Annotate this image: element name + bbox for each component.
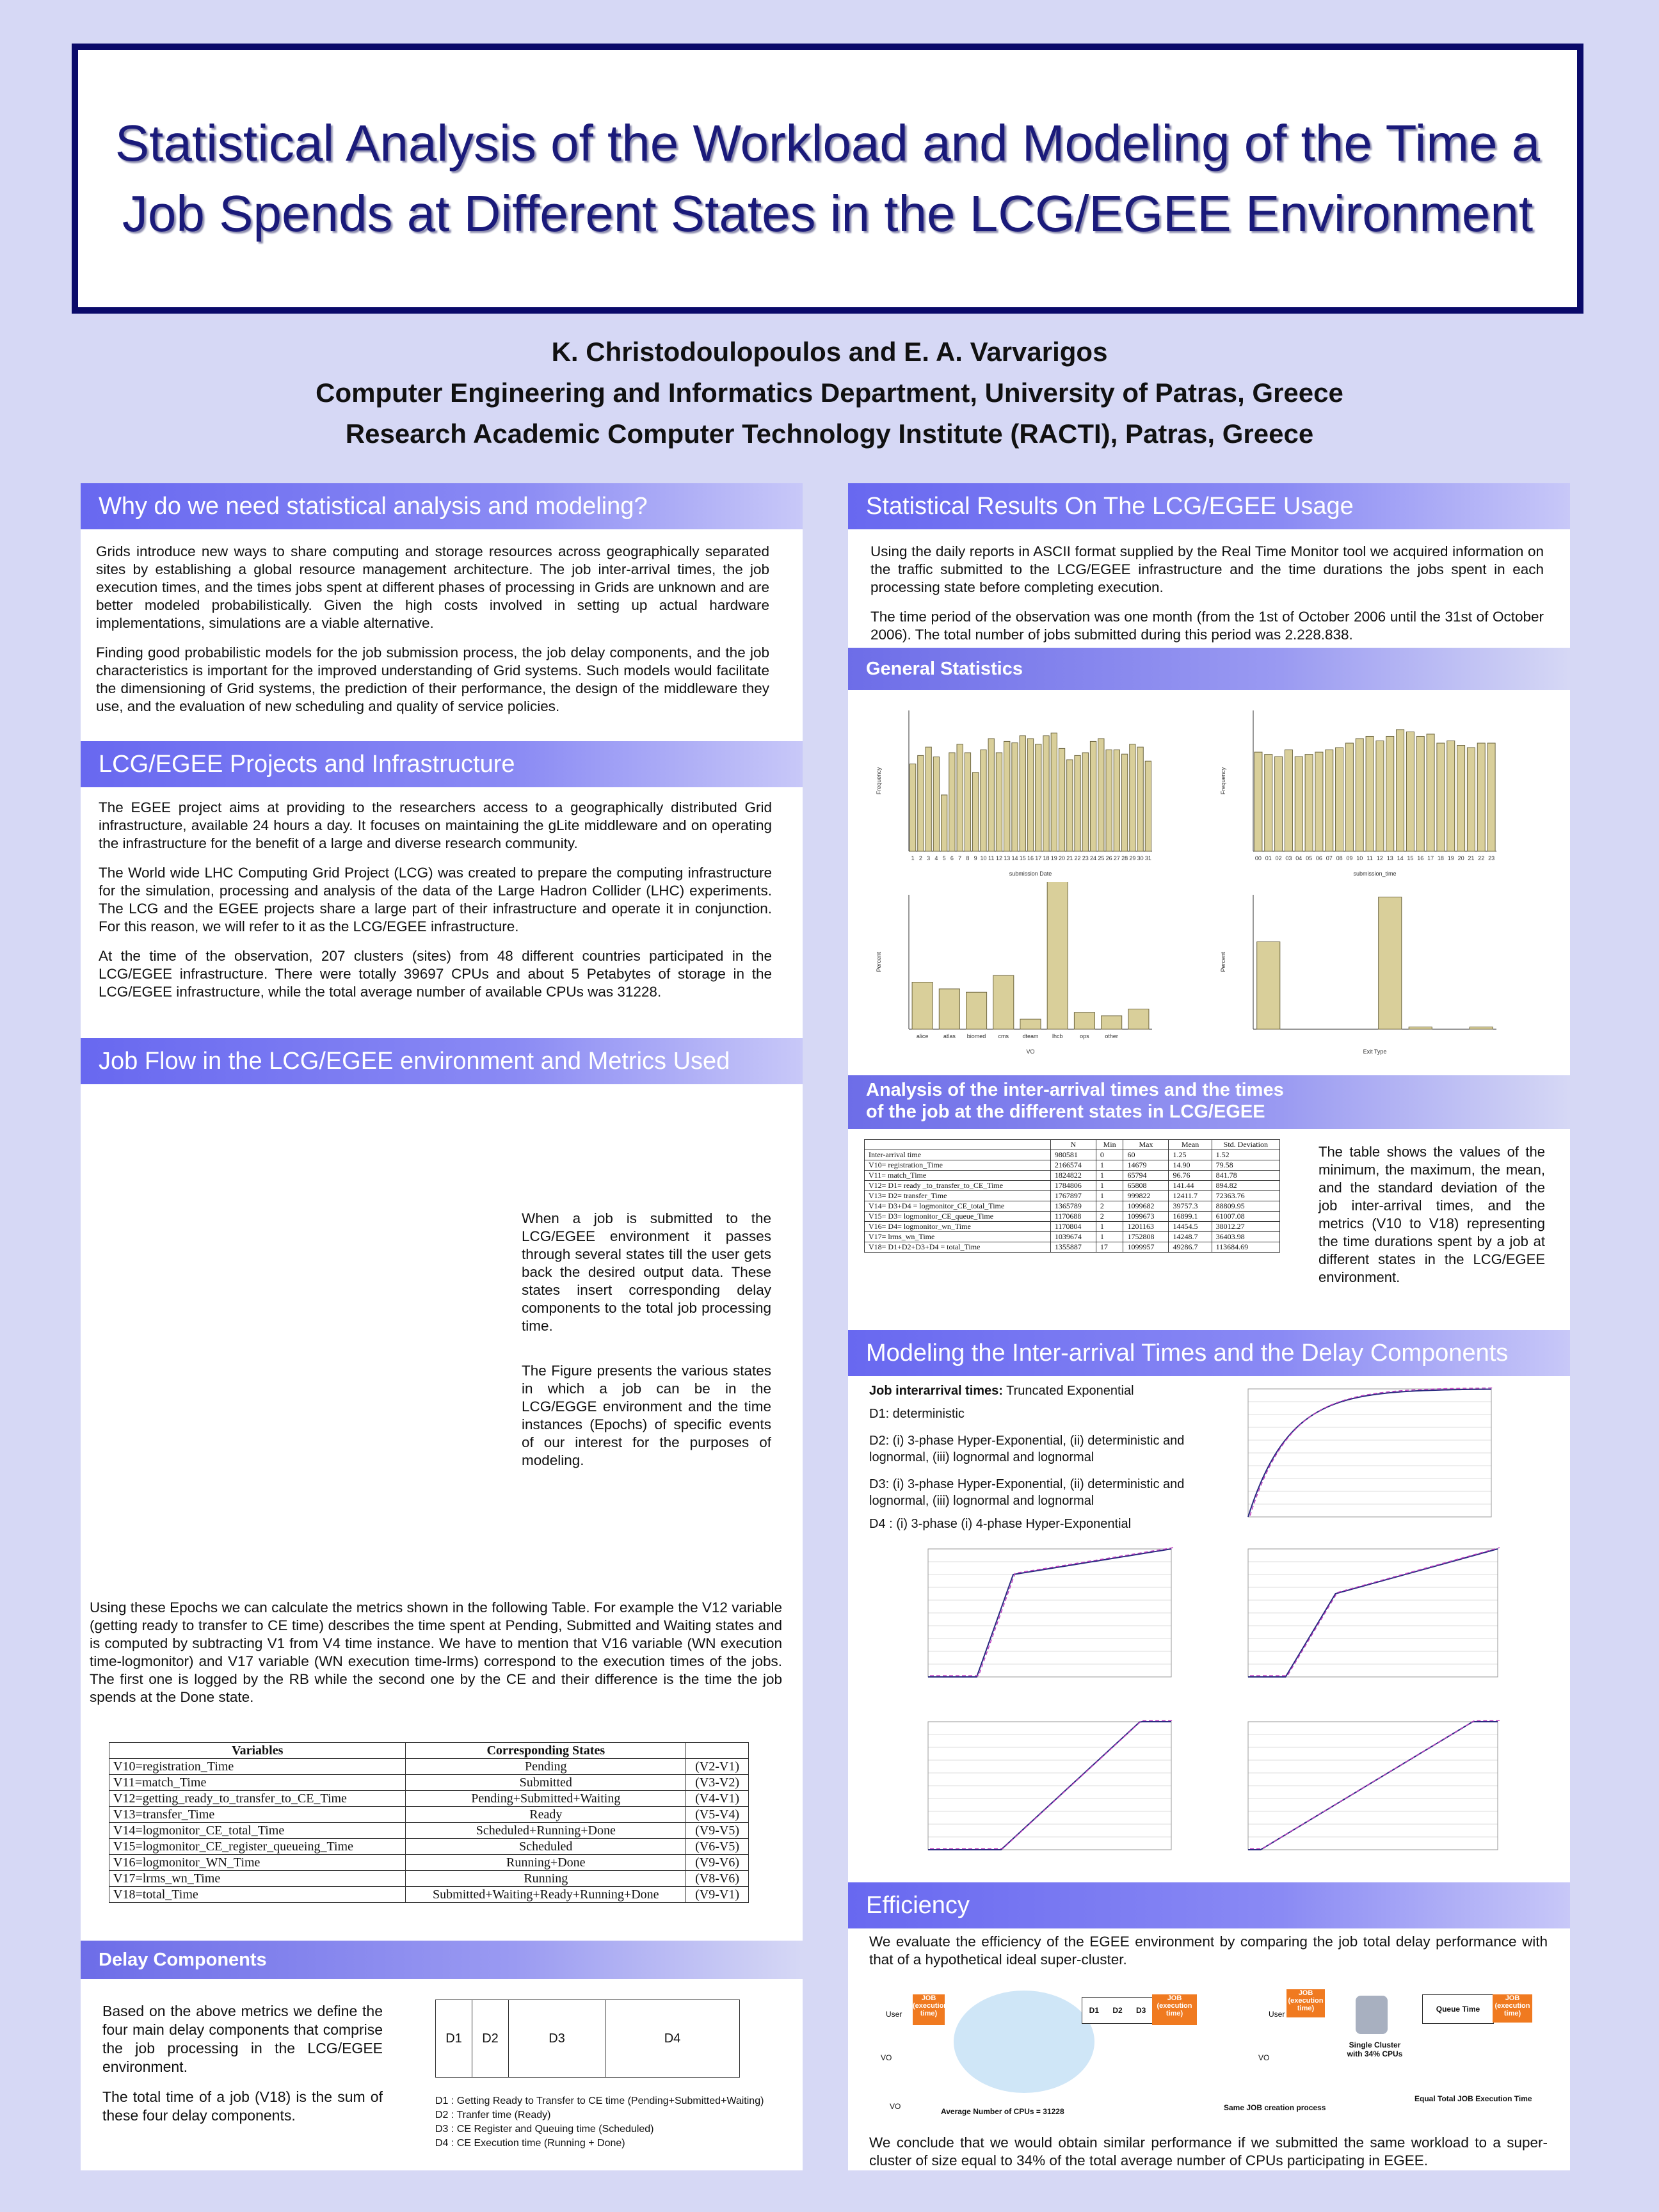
bar xyxy=(1114,750,1119,851)
tick-label: 17 xyxy=(1427,855,1434,862)
bar xyxy=(1106,750,1112,851)
section-header-efficiency: Efficiency xyxy=(848,1882,1570,1928)
single-cluster-icon xyxy=(1356,1996,1388,2034)
tick-label: other xyxy=(1105,1033,1118,1039)
poster-title: Statistical Analysis of the Workload and Modeling of the Time a Job Spends at Different States in the LCG/EGEE Environment xyxy=(115,115,1541,242)
d2-model: D2: (i) 3-phase Hyper-Exponential, (ii) deterministic and lognormal, (iii) lognormal and lognormal xyxy=(869,1434,1185,1464)
tick-label: 6 xyxy=(950,855,954,862)
bar xyxy=(1090,741,1096,851)
delay-boxes xyxy=(435,2000,740,2078)
bar xyxy=(1102,1016,1122,1029)
bar xyxy=(1043,736,1049,851)
y-axis-label: Frequency xyxy=(876,767,882,795)
grid-cloud xyxy=(954,1991,1094,2093)
y-axis-label: Percent xyxy=(876,952,882,972)
bar xyxy=(1121,754,1127,851)
tick-label: 12 xyxy=(995,855,1002,862)
flow-p3: Using these Epochs we can calculate the metrics shown in the following Table. For example the V12 variable (getting ready to transfer to CE time) describes the time spent at Pending, Submitted and Waiting states and is computed by subtracting V1 from V4 time instance. We have to mention that V16 variable (WN execution time-logmonitor) and V17 variable (WN execution time-lrms) correspond to the execution times of the jobs. The first one is logged by the RB while the second one by the CE and their difference is the time the job spends at the Done state. xyxy=(90,1599,782,1705)
x-axis-label: submission Date xyxy=(1009,870,1052,877)
bar xyxy=(1397,730,1404,851)
tick-label: 9 xyxy=(974,855,977,862)
chart-submission-time xyxy=(1215,698,1509,890)
bar xyxy=(981,750,986,851)
tick-label: 14 xyxy=(1011,855,1018,862)
delay-legend-d4: D4 : CE Execution time (Running + Done) xyxy=(435,2138,625,2149)
lcg-p2: The World wide LHC Computing Grid Project (LCG) was created to prepare the computing infrastructure for the simulation, processing and analysis of the data of the Large Hadron Collider (LHC) experiments. The LCG and the EGEE projects share a large part of their infrastructure and operate it in conjunction. For this reason, we will refer to it as the LCG/EGEE infrastructure. xyxy=(99,865,772,934)
bar xyxy=(926,747,931,851)
job-box-1: JOB (execution time) xyxy=(913,1994,945,2025)
bar xyxy=(1416,736,1424,851)
bar xyxy=(949,753,955,851)
d4-model: D4 : (i) 3-phase (i) 4-phase Hyper-Exponential xyxy=(869,1517,1132,1531)
tick-label: 22 xyxy=(1074,855,1081,862)
tick-label: 2 xyxy=(918,855,922,862)
job-interarrival-label: Job interarrival times: xyxy=(869,1384,1003,1398)
eff-p1: We evaluate the efficiency of the EGEE environment by comparing the job total delay performance with that of a hypothetical ideal super-cluster. xyxy=(869,1934,1548,1968)
user-label: User xyxy=(886,2010,902,2019)
bar xyxy=(1427,734,1434,851)
stats-row: Inter-arrival time 980581 0 60 1.25 1.52 xyxy=(865,1150,1280,1160)
bar xyxy=(993,975,1014,1029)
tick-label: 1 xyxy=(911,855,915,862)
bar xyxy=(1051,733,1057,851)
d3-model: D3: (i) 3-phase Hyper-Exponential, (ii) deterministic and lognormal, (iii) lognormal and lognormal xyxy=(869,1477,1185,1508)
eff-p2: We conclude that we would obtain similar performance if we submitted the same workload to a super-cluster of size equal to 34% of the total average number of CPUs participating in EGEE. xyxy=(869,2135,1548,2168)
chart-vo-percent xyxy=(870,882,1165,1068)
flow-p2: The Figure presents the various states in which a job can be in the LCG/EGGE environment and the time instances (Epochs) of specific events of our interest for the purposes of modeling. xyxy=(522,1363,771,1468)
cdf-fit-curve xyxy=(1250,1548,1500,1676)
stats-row: V12= D1= ready _to_transfer_to_CE_Time 1784806 1 65808 141.44 894.82 xyxy=(865,1181,1280,1191)
y-axis-label: Percent xyxy=(1220,952,1226,972)
tick-label: 5 xyxy=(942,855,946,862)
cdf-interarrival xyxy=(1222,1382,1498,1543)
bar xyxy=(957,744,963,851)
bar xyxy=(1467,748,1475,851)
delay-p2: The total time of a job (V18) is the sum of these four delay components. xyxy=(102,2088,383,2124)
tick-label: 30 xyxy=(1137,855,1144,862)
tick-label: 19 xyxy=(1050,855,1057,862)
equal-exec-label: Equal Total JOB Execution Time xyxy=(1415,2094,1532,2103)
tick-label: 12 xyxy=(1376,855,1383,862)
bar xyxy=(1379,897,1402,1030)
bar xyxy=(918,755,924,851)
delay-box-d1: D1 xyxy=(436,2000,472,2077)
cdf-d2 xyxy=(1222,1543,1504,1703)
job-interarrival-model: Truncated Exponential xyxy=(1006,1384,1134,1398)
bar xyxy=(1315,752,1323,851)
bar xyxy=(966,992,987,1029)
tick-label: 10 xyxy=(1356,855,1363,862)
x-axis-label: Exit Type xyxy=(1363,1048,1387,1055)
tick-label: 21 xyxy=(1066,855,1073,862)
tick-label: 03 xyxy=(1285,855,1292,862)
bar xyxy=(1275,757,1283,851)
d1-d2-d3-bar: D1 D2 D3 xyxy=(1082,1997,1153,2024)
bar xyxy=(1409,1027,1432,1030)
y-axis-label: Frequency xyxy=(1220,767,1226,795)
bar xyxy=(1487,743,1495,851)
bar xyxy=(1020,1019,1041,1029)
tick-label: 18 xyxy=(1043,855,1050,862)
title-box xyxy=(72,44,1583,314)
section-header-why: Why do we need statistical analysis and modeling? xyxy=(81,483,803,529)
tick-label: 20 xyxy=(1457,855,1464,862)
tick-label: 8 xyxy=(966,855,970,862)
bar xyxy=(1295,757,1302,851)
variable-row: V13=transfer_Time Ready (V5-V4) xyxy=(109,1807,749,1823)
authors-block xyxy=(0,332,1659,454)
job-box-4: JOB (execution time) xyxy=(1493,1994,1532,2023)
section-header-lcg: LCG/EGEE Projects and Infrastructure xyxy=(81,741,803,787)
bar xyxy=(1257,942,1280,1030)
delay-box-d4: D4 xyxy=(664,2031,681,2046)
cdf-d1 xyxy=(902,1543,1178,1703)
bar xyxy=(933,757,939,851)
vo-label-3: VO xyxy=(1258,2053,1270,2062)
flow-p1: When a job is submitted to the LCG/EGEE environment it passes through several states till the user gets back the desired output data. These states insert corresponding delay components to the total job processing time. xyxy=(522,1210,771,1334)
tick-label: 27 xyxy=(1113,855,1120,862)
cdf-fit-curve xyxy=(1250,1720,1500,1848)
tick-label: 3 xyxy=(927,855,931,862)
bar xyxy=(1305,755,1313,851)
delay-legend xyxy=(435,2094,781,2151)
cdf-fit-curve xyxy=(930,1548,1173,1676)
tick-label: lhcb xyxy=(1052,1033,1063,1039)
tick-label: ops xyxy=(1080,1033,1089,1039)
lcg-text xyxy=(99,799,772,1013)
tick-label: 09 xyxy=(1346,855,1353,862)
why-p1: Grids introduce new ways to share computing and storage resources across geographically separated sites by establishing a global resource management architecture. The job inter-arrival times, the job execution times, and the times jobs spent at different phases of processing in Grids are unknown and are better modeled probabilistically. Given the high costs involved in setting up actual hardware implementations, simulations are a viable alternative. xyxy=(96,543,769,631)
bar xyxy=(1447,741,1455,851)
bar xyxy=(1376,741,1384,851)
same-creation-label: Same JOB creation process xyxy=(1224,2103,1326,2112)
stats-row: V17= lrms_wn_Time 1039674 1 1752808 14248.7 36403.98 xyxy=(865,1232,1280,1242)
tick-label: 01 xyxy=(1265,855,1272,862)
tick-label: 29 xyxy=(1129,855,1136,862)
variable-row: V15=logmonitor_CE_register_queueing_Time Scheduled (V6-V5) xyxy=(109,1839,749,1855)
tick-label: 18 xyxy=(1437,855,1444,862)
tick-label: 05 xyxy=(1306,855,1313,862)
stats-row: V18= D1+D2+D3+D4 = total_Time 1355887 17 1099957 49286.7 113684.69 xyxy=(865,1242,1280,1253)
delay-legend-d2: D2 : Tranfer time (Ready) xyxy=(435,2110,551,2120)
tick-label: 22 xyxy=(1478,855,1485,862)
tick-label: 08 xyxy=(1336,855,1343,862)
lcg-p3: At the time of the observation, 207 clusters (sites) from 48 different countries participated in the LCG/EGEE infrastructure. There were totally 39697 CPUs and about 5 Petabytes of storage in the LCG/EGEE infrastructure, while the total average number of available CPUs was 31228. xyxy=(99,948,772,1000)
bar xyxy=(910,764,915,851)
section-header-general: General Statistics xyxy=(848,648,1570,690)
stats-row: V14= D3+D4 = logmonitor_CE_total_Time 1365789 2 1099682 39757.3 88809.95 xyxy=(865,1201,1280,1212)
stats-p1: Using the daily reports in ASCII format supplied by the Real Time Monitor tool we acquired information on the traffic submitted to the LCG/EGEE infrastructure and the time durations the jobs spent in each processing state before completing execution. xyxy=(870,543,1544,595)
section-header-model: Modeling the Inter-arrival Times and the Delay Components xyxy=(848,1330,1570,1376)
bar xyxy=(1075,755,1080,851)
why-p2: Finding good probabilistic models for the job submission process, the job delay components, and the job characteristics is important for the improved understanding of Grid systems. Such models would facilitate the dimensioning of Grid systems, the prediction of their performance, the design of the middleware they use, and the evaluation of new scheduling and quality of service policies. xyxy=(96,645,769,714)
bar xyxy=(1345,743,1353,851)
bar xyxy=(1098,739,1104,851)
bar xyxy=(939,989,959,1029)
bar xyxy=(1470,1027,1493,1030)
bar xyxy=(996,753,1002,851)
stats-row: V16= D4= logmonitor_wn_Time 1170804 1 1201163 14454.5 38012.27 xyxy=(865,1222,1280,1232)
delay-p1: Based on the above metrics we define the four main delay components that comprise the job processing in the LCG/EGEE environment. xyxy=(102,2003,383,2075)
x-axis-label: VO xyxy=(1026,1048,1035,1055)
tick-label: 23 xyxy=(1488,855,1495,862)
job-box-2: JOB (execution time) xyxy=(1152,1994,1197,2025)
stats-row: V15= D3= logmonitor_CE_queue_Time 1170688 2 1099673 16899.1 61007.08 xyxy=(865,1212,1280,1222)
d1-model: D1: deterministic xyxy=(869,1407,965,1421)
vo-label-2: VO xyxy=(890,2102,901,2111)
stats-text xyxy=(870,543,1544,655)
vo-label-1: VO xyxy=(881,2053,892,2062)
bar xyxy=(1406,732,1414,851)
variable-row: V11=match_Time Submitted (V3-V2) xyxy=(109,1775,749,1791)
bar xyxy=(1437,743,1445,851)
bar xyxy=(965,753,970,851)
tick-label: 13 xyxy=(1004,855,1011,862)
tick-label: 16 xyxy=(1417,855,1424,862)
analysis-title-1: Analysis of the inter-arrival times and the times xyxy=(866,1080,1284,1100)
tick-label: 4 xyxy=(934,855,938,862)
delay-legend-d3: D3 : CE Register and Queuing time (Scheduled) xyxy=(435,2124,654,2135)
tick-label: cms xyxy=(998,1033,1009,1039)
model-text xyxy=(869,1382,1202,1532)
var-col-header: Variables xyxy=(109,1743,406,1759)
variable-row: V12=getting_ready_to_transfer_to_CE_Time Pending+Submitted+Waiting (V4-V1) xyxy=(109,1791,749,1807)
single-cluster-label: Single Cluster with 34% CPUs xyxy=(1347,2040,1403,2058)
tick-label: 10 xyxy=(980,855,987,862)
bar xyxy=(1036,744,1041,851)
delay-legend-d1: D1 : Getting Ready to Transfer to CE time (Pending+Submitted+Waiting) xyxy=(435,2096,764,2106)
variables-table xyxy=(109,1742,749,1903)
variable-row: V17=lrms_wn_Time Running (V8-V6) xyxy=(109,1871,749,1887)
variable-row: V16=logmonitor_WN_Time Running+Done (V9-V6) xyxy=(109,1855,749,1871)
x-axis-label: submission_time xyxy=(1353,870,1397,877)
section-header-stats: Statistical Results On The LCG/EGEE Usage xyxy=(848,483,1570,529)
bar xyxy=(1336,748,1343,851)
tick-label: 25 xyxy=(1098,855,1105,862)
bar xyxy=(1285,750,1292,851)
delay-box-d2: D2 xyxy=(472,2000,509,2077)
stats-table: N Min Max Mean Std. Deviation Inter-arrival time 980581 0 60 1.25 1.52 V10= registration_Time 2166574 1 14679 14.90 79.58 V11= match_Time 1824822 1 65794 96.76 841.78 V12= D1= ready _to_transfer_to_CE_Time 1784806 1 65808 141.44 894.82 V13= D2= transfer_Time 1767897 1 999822 12411.7 72363.76 V14= D3+D4 = logmonitor_CE_total_Time 1365789 2 1099682 39757.3 88809.95 V15= D3= logmonitor_CE_queue_Time 1170688 2 1099673 16899.1 61007.08 V16= D4= logmonitor_wn_Time 1170804 1 1201163 14454.5 38012.27 V17= lrms_wn_Time 1039674 1 1752808 14248.7 36403.98 V18= D1+D2+D3+D4 = total_Time 1355887 17 1099957 49286.7 113684.69 xyxy=(864,1139,1280,1253)
efficiency-diagram xyxy=(877,1982,1549,2120)
bar xyxy=(1137,747,1143,851)
tick-label: atlas xyxy=(943,1033,956,1039)
bar xyxy=(1004,741,1010,851)
tick-label: 28 xyxy=(1121,855,1128,862)
analysis-title-2: of the job at the different states in LCG/EGEE xyxy=(866,1102,1265,1122)
tick-label: 11 xyxy=(988,855,995,862)
bar xyxy=(1265,755,1272,851)
bar xyxy=(1059,748,1064,851)
authors: K. Christodoulopoulos and E. A. Varvarigos xyxy=(551,337,1108,367)
tick-label: 26 xyxy=(1105,855,1112,862)
bar xyxy=(1130,744,1135,851)
tick-label: 07 xyxy=(1326,855,1333,862)
tick-label: 11 xyxy=(1366,855,1373,862)
analysis-text: The table shows the values of the minimum, the maximum, the mean, and the standard deviation of the job inter-arrival times, and the metrics (V10 to V18) representing the time durations spent by a job at different states in the LCG/EGEE environment. xyxy=(1318,1144,1545,1285)
tick-label: 23 xyxy=(1082,855,1089,862)
bar xyxy=(1067,760,1073,851)
bar xyxy=(973,773,979,851)
bar xyxy=(1326,750,1333,851)
tick-label: 15 xyxy=(1019,855,1026,862)
bar xyxy=(1047,882,1068,1029)
section-header-delay: Delay Components xyxy=(81,1941,803,1979)
bar xyxy=(988,739,994,851)
tick-label: 04 xyxy=(1295,855,1302,862)
user-label-2: User xyxy=(1269,2010,1285,2019)
cdf-fit-curve xyxy=(930,1720,1173,1848)
bar xyxy=(1012,743,1018,851)
tick-label: 00 xyxy=(1254,855,1262,862)
why-text xyxy=(96,543,769,727)
cdf-d4 xyxy=(1222,1715,1504,1875)
bar xyxy=(1027,739,1033,851)
lcg-p1: The EGEE project aims at providing to the researchers access to a geographically distributed Grid infrastructure, available 24 hours a day. It focuses on maintaining the gLite middleware and on operating the infrastructure for the benefit of a large and diverse research community. xyxy=(99,799,772,851)
tick-label: 16 xyxy=(1027,855,1034,862)
section-header-analysis xyxy=(848,1075,1570,1129)
bar xyxy=(1020,736,1025,851)
bar xyxy=(1074,1013,1094,1029)
stats-row: V11= match_Time 1824822 1 65794 96.76 841.78 xyxy=(865,1171,1280,1181)
delay-text xyxy=(102,2002,383,2136)
affiliation-1: Computer Engineering and Informatics Department, University of Patras, Greece xyxy=(316,378,1343,408)
variable-row: V14=logmonitor_CE_total_Time Scheduled+Running+Done (V9-V5) xyxy=(109,1823,749,1839)
bar xyxy=(1128,1009,1149,1030)
tick-label: 7 xyxy=(958,855,962,862)
tick-label: 02 xyxy=(1275,855,1282,862)
cdf-d3 xyxy=(902,1715,1178,1875)
bar xyxy=(1356,739,1363,851)
bar xyxy=(1145,761,1151,851)
bar xyxy=(912,982,933,1030)
tick-label: 06 xyxy=(1315,855,1322,862)
bar xyxy=(1457,746,1465,851)
tick-label: 15 xyxy=(1407,855,1414,862)
bar xyxy=(1477,743,1485,851)
stats-row: V13= D2= transfer_Time 1767897 1 999822 12411.7 72363.76 xyxy=(865,1191,1280,1201)
tick-label: 31 xyxy=(1144,855,1151,862)
bar xyxy=(1386,736,1394,851)
delay-box-d3: D3 xyxy=(509,2000,605,2077)
tick-label: 20 xyxy=(1059,855,1066,862)
affiliation-2: Research Academic Computer Technology Institute (RACTI), Patras, Greece xyxy=(345,419,1314,449)
queue-time-box: Queue Time xyxy=(1422,1994,1494,2024)
tick-label: 17 xyxy=(1035,855,1042,862)
tick-label: 14 xyxy=(1397,855,1404,862)
tick-label: 24 xyxy=(1090,855,1097,862)
bar xyxy=(1366,736,1374,851)
tick-label: dteam xyxy=(1022,1033,1039,1039)
tick-label: biomed xyxy=(966,1033,986,1039)
chart-exit-type xyxy=(1215,882,1509,1068)
tick-label: alice xyxy=(916,1033,929,1039)
tick-label: 21 xyxy=(1468,855,1475,862)
bar xyxy=(1254,752,1262,851)
variable-row: V18=total_Time Submitted+Waiting+Ready+Running+Done (V9-V1) xyxy=(109,1887,749,1903)
job-box-3: JOB (execution time) xyxy=(1286,1989,1325,2017)
variable-row: V10=registration_Time Pending (V2-V1) xyxy=(109,1759,749,1775)
tick-label: 19 xyxy=(1447,855,1454,862)
bar xyxy=(1082,753,1088,851)
bar xyxy=(942,795,947,851)
stats-row: V10= registration_Time 2166574 1 14679 14.90 79.58 xyxy=(865,1160,1280,1171)
stats-p2: The time period of the observation was one month (from the 1st of October 2006 until the 31st of October 2006). The total number of jobs submitted during this period was 2.228.838. xyxy=(870,609,1544,643)
cdf-fit-curve xyxy=(1250,1388,1493,1516)
state-col-header: Corresponding States xyxy=(406,1743,686,1759)
chart-submission-date xyxy=(870,698,1165,890)
section-header-flow: Job Flow in the LCG/EGEE environment and Metrics Used xyxy=(81,1038,803,1084)
tick-label: 13 xyxy=(1386,855,1393,862)
avg-cpus-label: Average Number of CPUs = 31228 xyxy=(941,2107,1064,2116)
